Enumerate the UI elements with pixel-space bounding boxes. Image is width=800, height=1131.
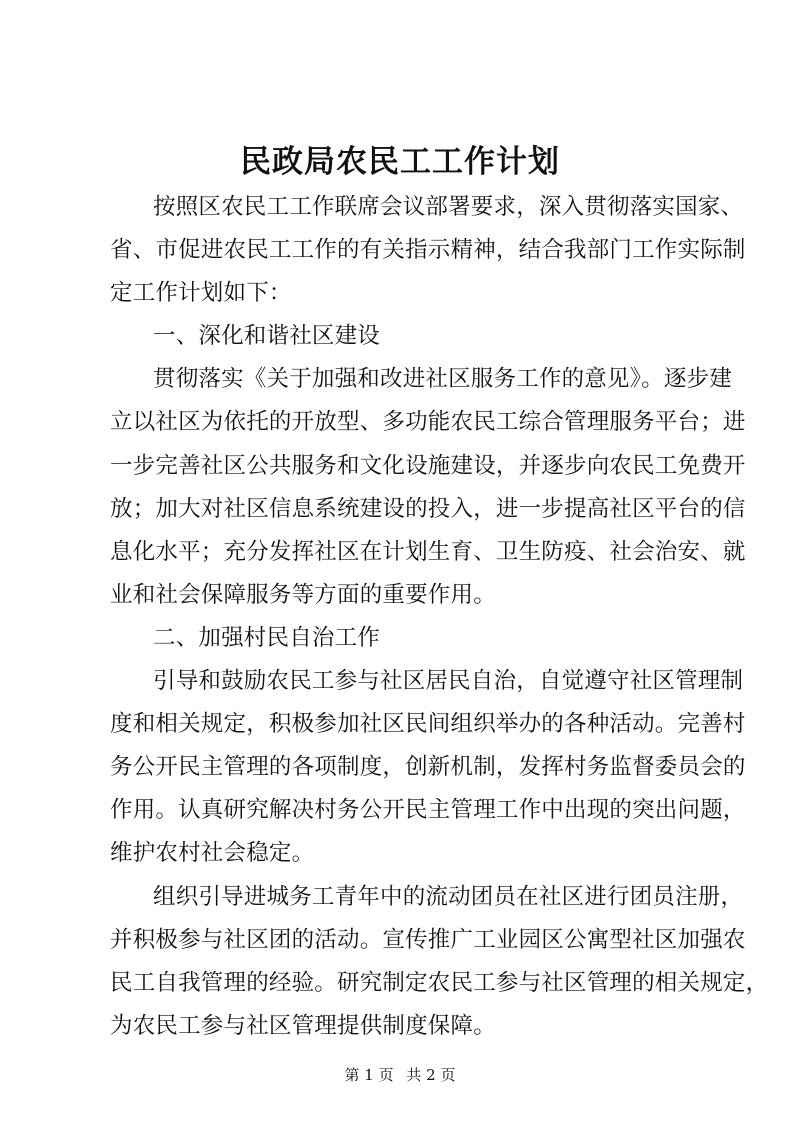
- text-line: 放；加大对社区信息系统建设的投入，进一步提高社区平台的信: [110, 495, 746, 522]
- text-line: 维护农村社会稳定。: [110, 840, 315, 867]
- document-body: [110, 186, 769, 1048]
- text-line: 省、市促进农民工工作的有关指示精神，结合我部门工作实际制: [110, 237, 746, 264]
- page-count: 共 2 页: [406, 1066, 456, 1084]
- page-title: 民政局农民工工作计划: [240, 144, 560, 180]
- text-line: 引导和鼓励农民工参与社区居民自治，自觉遵守社区管理制: [153, 668, 744, 695]
- text-line: 立以社区为依托的开放型、多功能农民工综合管理服务平台；进: [110, 409, 746, 436]
- text-line: 作用。认真研究解决村务公开民主管理工作中出现的突出问题，: [110, 797, 746, 824]
- text-line: 按照区农民工工作联席会议部署要求，深入贯彻落实国家、: [153, 194, 744, 220]
- page-footer: [0, 1065, 800, 1085]
- text-line: 定工作计划如下：: [110, 280, 292, 307]
- text-line: 务公开民主管理的各项制度，创新机制，发挥村务监督委员会的: [110, 754, 746, 781]
- paragraph-intro: [110, 186, 746, 315]
- text-line: 民工自我管理的经验。研究制定农民工参与社区管理的相关规定，: [110, 969, 769, 996]
- text-line: 并积极参与社区团的活动。宣传推广工业园区公寓型社区加强农: [110, 926, 746, 953]
- text-line: 息化水平；充分发挥社区在计划生育、卫生防疫、社会治安、就: [110, 538, 746, 565]
- paragraph: [110, 358, 746, 617]
- text-line: 二、加强村民自治工作: [153, 624, 381, 651]
- text-line: 贯彻落实《关于加强和改进社区服务工作的意见》。逐步建: [153, 366, 732, 393]
- paragraph: [110, 660, 746, 875]
- text-line: 一步完善社区公共服务和文化设施建设，并逐步向农民工免费开: [110, 452, 746, 479]
- section-heading: [110, 315, 700, 358]
- text-line: 度和相关规定，积极参加社区民间组织举办的各种活动。完善村: [110, 711, 746, 738]
- paragraph: [110, 876, 769, 1048]
- page-number: 第 1 页: [344, 1066, 394, 1084]
- text-line: 业和社会保障服务等方面的重要作用。: [110, 581, 496, 608]
- text-line: 一、深化和谐社区建设: [153, 323, 381, 350]
- section-heading: [110, 617, 700, 660]
- text-line: 组织引导进城务工青年中的流动团员在社区进行团员注册，: [153, 883, 744, 910]
- text-line: 为农民工参与社区管理提供制度保障。: [110, 1012, 496, 1039]
